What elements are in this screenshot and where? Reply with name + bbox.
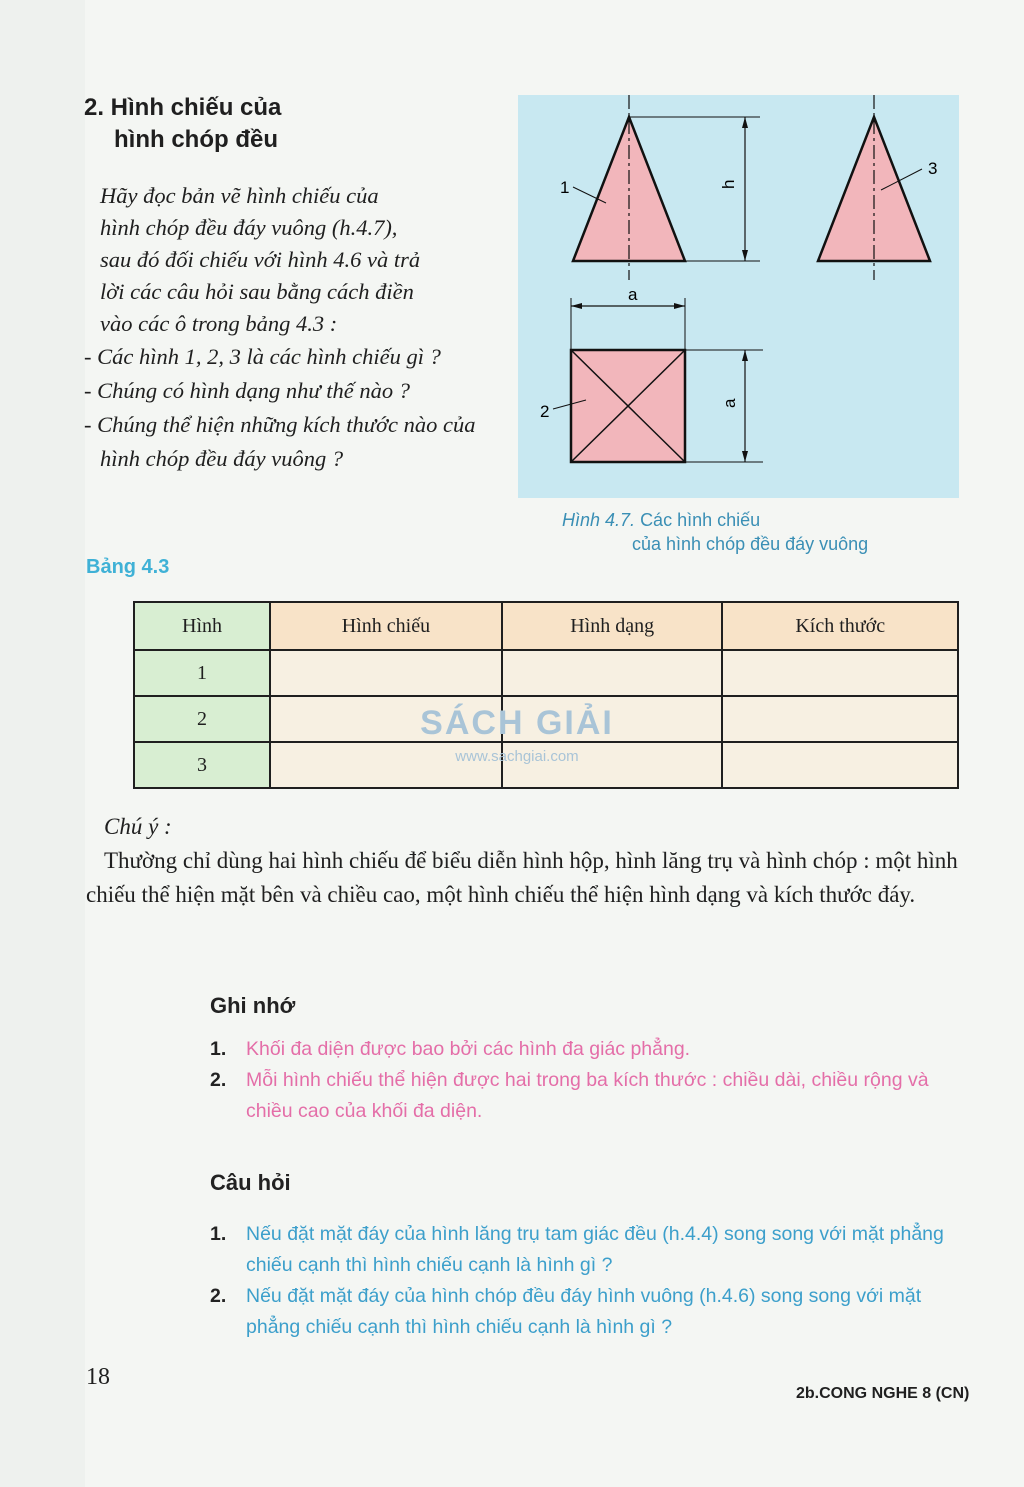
header-hinh-dang: Hình dạng: [502, 602, 723, 650]
caption-prefix: Hình 4.7.: [562, 510, 636, 530]
item-text: Khối đa diện được bao bởi các hình đa giác phẳng.: [246, 1038, 691, 1060]
header-hinh: Hình: [134, 602, 270, 650]
caption-line-1: Các hình chiếu: [640, 510, 761, 530]
row-number: 2: [134, 696, 270, 742]
label-h: h: [719, 179, 738, 189]
question-item: - Các hình 1, 2, 3 là các hình chiếu gì ?: [84, 344, 441, 369]
note-title: Chú ý :: [104, 814, 172, 839]
heading-line-2: hình chóp đều: [114, 126, 278, 153]
item-number: 1.: [210, 1223, 227, 1245]
arrow-head: [742, 250, 748, 261]
table-cell: [722, 650, 958, 696]
list-item: [210, 1281, 960, 1343]
cau-hoi-list: [210, 1219, 960, 1343]
table-row: [134, 650, 958, 696]
intro-line: vào các ô trong bảng 4.3 :: [100, 311, 338, 336]
page-margin: [0, 0, 85, 1487]
note-body: Thường chỉ dùng hai hình chiếu để biểu diễn hình hộp, hình lăng trụ và hình chóp : một hình chiếu thể hiện mặt bên và chiều cao, một hình chiếu thể hiện hình dạng và kích thước đáy.: [86, 848, 958, 907]
cau-hoi-title: Câu hỏi: [210, 1170, 291, 1195]
question-list: [84, 340, 484, 476]
footer-code: 2b.CONG NGHE 8 (CN): [796, 1385, 970, 1402]
label-1: 1: [560, 178, 570, 197]
table-header-row: [134, 602, 958, 650]
watermark: [412, 700, 622, 790]
question-item: - Chúng có hình dạng như thế nào ?: [84, 378, 410, 403]
arrow-head: [742, 117, 748, 128]
item-text: Mỗi hình chiếu thể hiện được hai trong ba kích thước : chiều dài, chiều rộng và chiều cao của khối đa diện.: [246, 1069, 929, 1122]
heading-line-1: 2. Hình chiếu của: [84, 94, 282, 121]
arrow-head: [742, 451, 748, 462]
ghi-nho-title: Ghi nhớ: [210, 993, 296, 1018]
intro-line: Hãy đọc bản vẽ hình chiếu của: [100, 183, 379, 208]
projection-figure: [518, 95, 959, 498]
label-a-side: a: [720, 398, 739, 408]
page-number: 18: [86, 1364, 110, 1390]
arrow-head: [742, 350, 748, 361]
label-a-top: a: [628, 285, 638, 304]
label-2: 2: [540, 402, 550, 421]
table-cell: [722, 742, 958, 788]
item-text: Nếu đặt mặt đáy của hình lăng trụ tam giác đều (h.4.4) song song với mặt phẳng chiếu cạnh thì hình chiếu cạnh là hình gì ?: [246, 1223, 944, 1276]
watermark-url: www.sachgiai.com: [455, 748, 579, 765]
list-item: [210, 1219, 960, 1281]
projection-drawing: [518, 95, 959, 498]
caption-line-2: của hình chóp đều đáy vuông: [632, 534, 869, 554]
intro-line: hình chóp đều đáy vuông (h.4.7),: [100, 215, 398, 240]
header-kich-thuoc: Kích thước: [722, 602, 958, 650]
question-item: - Chúng thể hiện những kích thước nào của hình chóp đều đáy vuông ?: [84, 412, 476, 471]
label-3: 3: [928, 159, 938, 178]
table-title: Bảng 4.3: [86, 556, 170, 578]
ghi-nho-list: [210, 1034, 960, 1127]
figure-caption: [562, 508, 868, 556]
row-number: 1: [134, 650, 270, 696]
row-number: 3: [134, 742, 270, 788]
item-number: 2.: [210, 1285, 227, 1307]
arrow-head: [571, 303, 582, 309]
arrow-head: [674, 303, 685, 309]
intro-line: sau đó đối chiếu với hình 4.6 và trả: [100, 247, 421, 272]
item-number: 1.: [210, 1038, 227, 1060]
intro-paragraph: [100, 180, 480, 340]
section-heading: [84, 92, 281, 156]
item-text: Nếu đặt mặt đáy của hình chóp đều đáy hình vuông (h.4.6) song song với mặt phẳng chiếu cạnh thì hình chiếu cạnh là hình gì ?: [246, 1285, 922, 1338]
list-item: [210, 1034, 960, 1065]
watermark-logo: SÁCH GIẢI: [420, 704, 614, 742]
item-number: 2.: [210, 1069, 227, 1091]
table-cell: [722, 696, 958, 742]
header-hinh-chieu: Hình chiếu: [270, 602, 502, 650]
intro-line: lời các câu hỏi sau bằng cách điền: [100, 279, 414, 304]
list-item: [210, 1065, 960, 1127]
table-cell: [502, 650, 723, 696]
table-cell: [270, 650, 502, 696]
